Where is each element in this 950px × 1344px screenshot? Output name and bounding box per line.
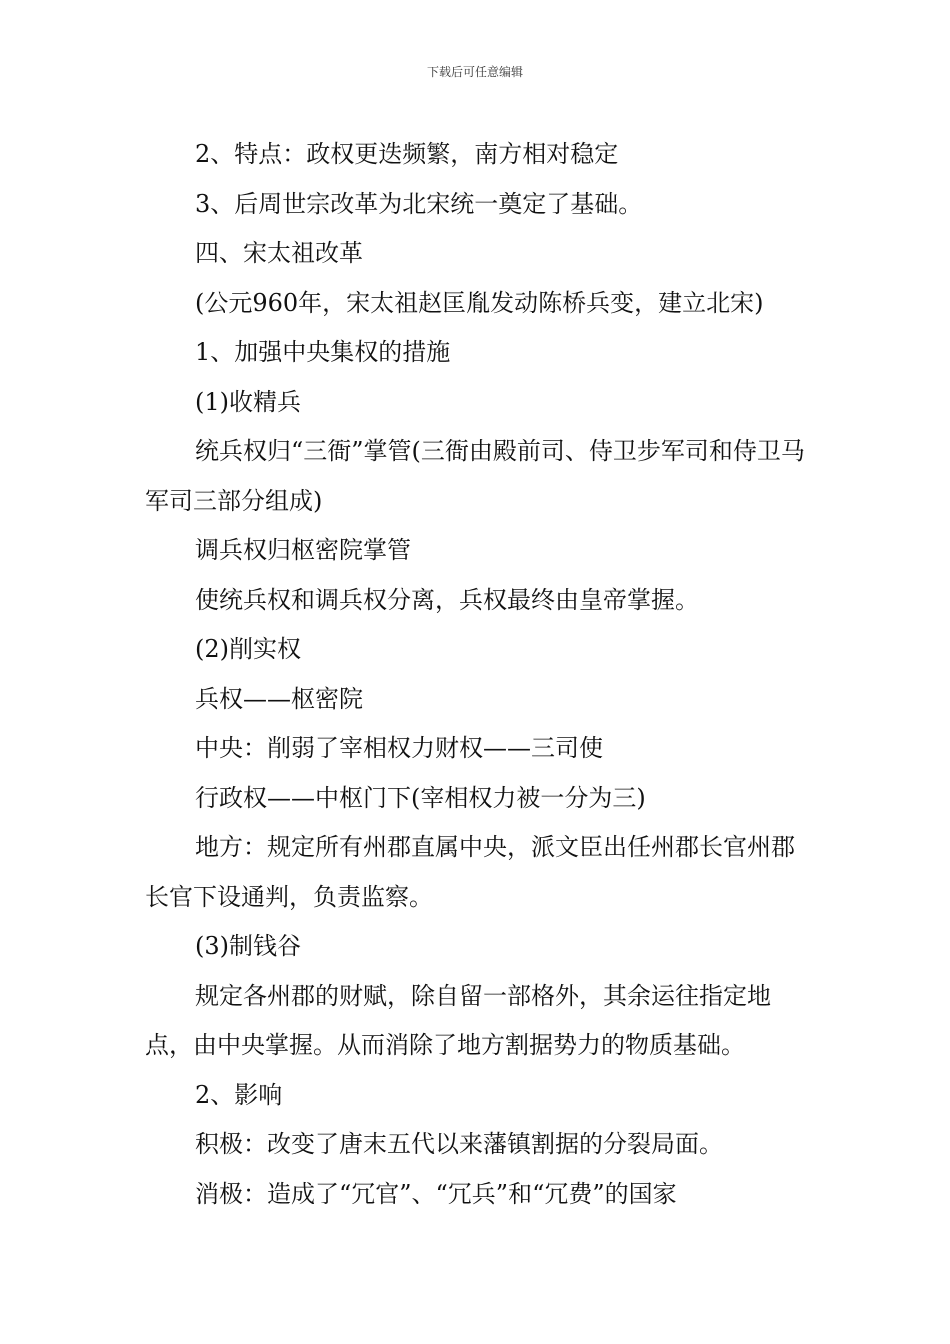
paragraph-central-finance: 中央：削弱了宰相权力财权——三司使 — [195, 734, 603, 762]
paragraph-separation-of-power: 使统兵权和调兵权分离，兵权最终由皇帝掌握。 — [195, 585, 699, 614]
paragraph-local-governance: 地方：规定所有州郡直属中央，派文臣出任州郡长官州郡长官下设通判，负责监察。 — [145, 833, 795, 911]
section-heading-song-taizu-reform: 四、宋太祖改革 — [195, 239, 363, 267]
paragraph-negative-influence: 消极：造成了“冗官”、“冗兵”和“冗费”的国家 — [195, 1179, 677, 1208]
paragraph-chenqiao-mutiny: (公元960年，宋太祖赵匡胤发动陈桥兵变，建立北宋) — [195, 288, 764, 317]
subheading-centralization-measures: 1、加强中央集权的措施 — [195, 338, 451, 366]
paragraph-military-power: 兵权——枢密院 — [195, 684, 363, 713]
paragraph-features: 2、特点：政权更迭频繁，南方相对稳定 — [195, 140, 619, 168]
subheading-control-finances: (3)制钱谷 — [195, 932, 301, 960]
paragraph-administrative-power: 行政权——中枢门下(宰相权力被一分为三) — [195, 783, 646, 812]
paragraph-privy-council: 调兵权归枢密院掌管 — [195, 536, 411, 564]
paragraph-positive-influence: 积极：改变了唐末五代以来藩镇割据的分裂局面。 — [195, 1130, 723, 1158]
subheading-collect-troops: (1)收精兵 — [195, 387, 301, 416]
subheading-influence: 2、影响 — [195, 1080, 283, 1109]
page-header: 下载后可任意编辑 — [426, 65, 523, 79]
subheading-reduce-power: (2)削实权 — [195, 635, 301, 663]
paragraph-local-taxes: 规定各州郡的财赋，除自留一部格外，其余运往指定地点，由中央掌握。从而消除了地方割据势力的物质基础。 — [145, 981, 771, 1059]
document-body — [145, 130, 810, 1219]
paragraph-three-offices: 统兵权归“三衙”掌管(三衙由殿前司、侍卫步军司和侍卫马军司三部分组成) — [145, 437, 805, 515]
paragraph-later-zhou-reform: 3、后周世宗改革为北宋统一奠定了基础。 — [195, 189, 643, 218]
